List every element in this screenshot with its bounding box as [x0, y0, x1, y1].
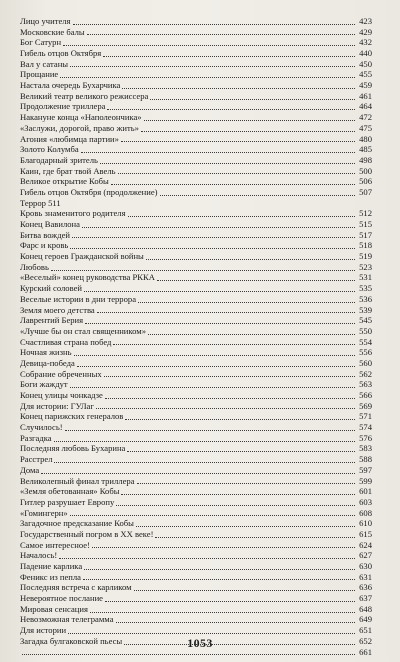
toc-leader-dots — [157, 280, 355, 281]
toc-entry-page: 472 — [359, 112, 372, 123]
toc-entry-title: Продолжение триллера — [20, 101, 106, 112]
toc-entry-page: 423 — [359, 16, 372, 26]
toc-leader-dots — [70, 66, 355, 67]
toc-entry — [20, 550, 372, 561]
toc-entry-title: Московские балы — [20, 26, 85, 37]
toc-entry-title: Разгадка — [20, 432, 52, 443]
toc-leader-dots — [148, 334, 355, 335]
toc-entry-title: «Лучше бы он стал священником» — [20, 325, 146, 336]
toc-leader-dots — [121, 494, 355, 495]
toc-entry — [20, 187, 372, 198]
toc-entry — [20, 540, 372, 551]
toc-entry-title: Фарс и кровь — [20, 240, 69, 251]
toc-entry-title: Для истории: ГУЛаг — [20, 400, 94, 411]
toc-leader-dots — [111, 184, 355, 185]
toc-leader-dots — [96, 408, 355, 409]
toc-entry-page: 480 — [359, 133, 372, 144]
toc-entry-page: 571 — [359, 411, 372, 422]
toc-entry-title: Лицо учителя — [20, 16, 71, 26]
toc-entry-page: 429 — [359, 26, 372, 37]
toc-entry-page: 550 — [359, 325, 372, 336]
toc-entry-page: 610 — [359, 518, 372, 529]
toc-entry — [20, 422, 372, 433]
toc-entry-title: Невероятное послание — [20, 593, 103, 604]
toc-leader-dots — [84, 291, 355, 292]
toc-entry — [20, 444, 372, 455]
toc-leader-dots — [138, 302, 355, 303]
toc-leader-dots — [150, 99, 355, 100]
toc-entry — [20, 80, 372, 91]
toc-leader-dots — [155, 537, 355, 538]
toc-entry — [20, 37, 372, 48]
toc-entry-title: Прощание — [20, 69, 59, 80]
toc-entry-page: 515 — [359, 219, 372, 230]
toc-entry-title: Случилось! — [20, 422, 63, 433]
toc-entry-title: Веселые истории в дни террора — [20, 293, 137, 304]
toc-entry-page: 649 — [359, 614, 372, 625]
page-number: 1053 — [187, 636, 213, 650]
toc-entry-page: 637 — [359, 593, 372, 604]
toc-entry-page: 517 — [359, 229, 372, 240]
toc-entry-title: «Гомингерн» — [20, 507, 68, 518]
toc-entry-title: Великое открытие Кобы — [20, 176, 109, 187]
toc-entry — [20, 16, 372, 27]
toc-leader-dots — [59, 558, 355, 559]
toc-leader-dots — [54, 441, 355, 442]
toc-entry-page: 627 — [359, 550, 372, 561]
toc-entry — [20, 337, 372, 348]
toc-entry-title: «Веселый» конец руководства РККА — [20, 272, 155, 283]
toc-entry — [20, 123, 372, 134]
toc-leader-dots — [107, 109, 355, 110]
toc-entry — [20, 91, 372, 102]
toc-entry — [20, 59, 372, 70]
toc-leader-dots — [116, 505, 355, 506]
toc-entry — [20, 411, 372, 422]
toc-entry — [20, 615, 372, 626]
toc-entry-title: Кровь знаменитого родителя — [20, 208, 126, 219]
toc-entry-title: Загадка булгаковской пьесы — [20, 635, 123, 646]
toc-entry-page: 459 — [359, 80, 372, 91]
toc-entry — [20, 134, 372, 145]
toc-entry-page: 519 — [359, 251, 372, 262]
toc-entry — [20, 166, 372, 177]
toc-leader-dots — [65, 430, 355, 431]
toc-entry-title: Каин, где брат твой Авель — [20, 165, 116, 176]
toc-entry-title: Любовь — [20, 261, 49, 272]
toc-entry-page: 599 — [359, 475, 372, 486]
toc-leader-dots — [81, 152, 355, 153]
toc-entry-page: 475 — [359, 122, 372, 133]
toc-leader-dots — [116, 622, 355, 623]
toc-entry — [20, 593, 372, 604]
toc-entry — [20, 561, 372, 572]
toc-leader-dots — [51, 270, 355, 271]
toc-leader-dots — [73, 24, 355, 25]
toc-entry-title: Расстрел — [20, 454, 53, 465]
toc-entry-page: 536 — [359, 293, 372, 304]
toc-entry — [20, 497, 372, 508]
toc-entry-page: 464 — [359, 101, 372, 112]
toc-entry — [20, 176, 372, 187]
toc-entry-title: Настала очередь Бухарчика — [20, 80, 121, 91]
toc-entry-title: Вал у сатаны — [20, 58, 69, 69]
toc-leader-dots — [54, 462, 355, 463]
toc-leader-dots — [77, 366, 355, 367]
toc-entry — [20, 454, 372, 465]
toc-leader-dots — [121, 141, 355, 142]
toc-leader-dots — [103, 56, 355, 57]
toc-entry-title: Феникс из пепла — [20, 571, 81, 582]
toc-entry-title: Ночная жизнь — [20, 347, 72, 358]
toc-entry-title: Конец улицы чонкадзе — [20, 390, 103, 401]
toc-entry-page: 500 — [359, 165, 372, 176]
toc-entry-title: Великий театр великого режиссера — [20, 90, 149, 101]
toc-entry-page: 531 — [359, 272, 372, 283]
toc-entry-page: 651 — [359, 625, 372, 636]
toc-entry-title: Накануне конца «Наполеончика» — [20, 112, 142, 123]
toc-leader-dots — [41, 473, 355, 474]
toc-entry-page: 597 — [359, 464, 372, 475]
toc-entry-page: 450 — [359, 58, 372, 69]
toc-entry — [20, 518, 372, 529]
toc-entry — [20, 625, 372, 636]
toc-leader-dots — [128, 216, 355, 217]
toc-entry-page: 574 — [359, 422, 372, 433]
toc-entry-page: 588 — [359, 454, 372, 465]
toc-leader-dots — [82, 227, 355, 228]
toc-entry-page: 576 — [359, 432, 372, 443]
toc-entry — [20, 476, 372, 487]
toc-entry — [20, 433, 372, 444]
toc-leader-dots — [100, 163, 355, 164]
toc-entry — [20, 219, 372, 230]
toc-leader-dots — [85, 323, 355, 324]
toc-entry-title: Земля моего детства — [20, 304, 95, 315]
toc-leader-dots — [141, 131, 355, 132]
toc-entry-page: 560 — [359, 358, 372, 368]
toc-leader-dots — [134, 590, 355, 591]
toc-entry-page: 624 — [359, 539, 372, 550]
table-of-contents — [20, 16, 372, 657]
toc-entry-title: Конец героев Гражданской войны — [20, 251, 144, 262]
toc-entry-title: Агония «любимца партии» — [20, 133, 119, 144]
toc-entry-title: Мировая сенсация — [20, 603, 88, 614]
toc-entry — [20, 27, 372, 38]
toc-entry-title: Государственный погром в XX веке! — [20, 529, 154, 539]
toc-entry — [20, 508, 372, 519]
toc-leader-dots — [160, 195, 355, 196]
toc-entry — [20, 155, 372, 166]
toc-leader-dots — [113, 344, 355, 345]
toc-entry-page: 535 — [359, 283, 372, 294]
toc-entry-page: 661 — [359, 646, 372, 657]
toc-entry — [20, 390, 372, 401]
toc-entry-page: 556 — [359, 347, 372, 358]
toc-entry-title: Конец парижских генералов — [20, 411, 124, 422]
toc-entry-title: Девица-победа — [20, 358, 75, 368]
toc-entry — [20, 315, 372, 326]
toc-leader-dots — [70, 387, 355, 388]
toc-entry — [20, 198, 372, 209]
toc-entry-title: Гибель отцов Октября — [20, 48, 102, 59]
toc-entry-page: 569 — [359, 400, 372, 411]
toc-entry — [20, 69, 372, 80]
toc-leader-dots — [68, 633, 355, 634]
toc-entry — [20, 283, 372, 294]
toc-entry — [20, 305, 372, 316]
toc-entry — [20, 230, 372, 241]
toc-entry — [20, 294, 372, 305]
toc-entry-page: 523 — [359, 261, 372, 272]
toc-entry-page: 630 — [359, 561, 372, 572]
toc-entry-title: «Заслужи, дорогой, право жить» — [20, 122, 139, 133]
toc-entry-page: 440 — [359, 48, 372, 59]
toc-leader-dots — [125, 419, 355, 420]
toc-entry-title: Гитлер разрушает Европу — [20, 496, 115, 507]
toc-entry-page: 601 — [359, 486, 372, 497]
toc-leader-dots — [127, 451, 355, 452]
toc-entry-title: Террор 511 — [20, 197, 61, 208]
toc-leader-dots — [122, 88, 355, 89]
toc-entry — [20, 112, 372, 123]
toc-entry-page: 461 — [359, 90, 372, 101]
toc-leader-dots — [137, 483, 355, 484]
toc-entry-page: 507 — [359, 187, 372, 197]
toc-entry-title: Падение карлика — [20, 561, 83, 572]
toc-entry-page: 455 — [359, 69, 372, 80]
toc-entry-title: Счастливая страна побед — [20, 336, 112, 347]
toc-leader-dots — [22, 654, 355, 655]
toc-entry — [20, 208, 372, 219]
toc-entry-title: Боги жаждут — [20, 379, 68, 390]
toc-entry-page: 636 — [359, 582, 372, 593]
toc-leader-dots — [90, 612, 355, 613]
toc-entry-title: Началось! — [20, 550, 58, 561]
toc-entry-title: Золото Колумба — [20, 144, 79, 155]
toc-entry — [20, 529, 372, 540]
toc-leader-dots — [70, 515, 355, 516]
toc-entry — [20, 604, 372, 615]
toc-entry-page: 603 — [359, 496, 372, 507]
toc-entry-title: Великолепный финал триллера — [20, 475, 135, 486]
toc-leader-dots — [70, 248, 355, 249]
toc-entry-title: Невозможная телеграмма — [20, 614, 114, 625]
toc-leader-dots — [60, 77, 355, 78]
toc-leader-dots — [87, 34, 355, 35]
toc-entry-title: Для истории — [20, 625, 67, 636]
toc-entry — [20, 262, 372, 273]
toc-entry-page: 539 — [359, 304, 372, 315]
toc-entry-page: 545 — [359, 315, 372, 326]
toc-leader-dots — [83, 579, 355, 580]
toc-entry-title: Гибель отцов Октября (продолжение) — [20, 187, 158, 197]
toc-entry-title: Битва вождей — [20, 229, 71, 240]
toc-entry-title: «Земля обетованная» Кобы — [20, 486, 120, 497]
toc-leader-dots — [144, 120, 355, 121]
toc-entry — [20, 465, 372, 476]
toc-entry — [20, 144, 372, 155]
toc-leader-dots — [104, 376, 355, 377]
toc-entry — [20, 572, 372, 583]
toc-entry-page: 518 — [359, 240, 372, 251]
toc-entry-page: 583 — [359, 443, 372, 454]
toc-entry-page: 566 — [359, 390, 372, 401]
toc-entry-page: 615 — [359, 529, 372, 539]
toc-entry-page: 652 — [359, 635, 372, 646]
toc-leader-dots — [105, 398, 355, 399]
toc-entry-page: 432 — [359, 37, 372, 48]
toc-entry — [20, 273, 372, 284]
toc-entry-page: 554 — [359, 336, 372, 347]
toc-leader-dots — [74, 355, 355, 356]
toc-leader-dots — [146, 259, 355, 260]
toc-leader-dots — [118, 173, 355, 174]
toc-entry-page: 485 — [359, 144, 372, 155]
toc-entry-page: 631 — [359, 571, 372, 582]
toc-entry-page: 563 — [359, 379, 372, 390]
toc-entry — [20, 369, 372, 380]
toc-leader-dots — [84, 569, 355, 570]
toc-leader-dots — [105, 601, 355, 602]
toc-entry-title: Курский соловей — [20, 283, 83, 294]
toc-entry-page: 498 — [359, 154, 372, 165]
toc-entry-title: Дома — [20, 464, 40, 475]
toc-entry — [20, 102, 372, 113]
toc-entry-title: Собрание обреченных — [20, 368, 102, 379]
toc-leader-dots — [92, 547, 355, 548]
toc-entry-title: Благодарный зритель — [20, 154, 98, 165]
toc-entry — [20, 401, 372, 412]
toc-entry — [20, 582, 372, 593]
toc-entry-title: Загадочное предсказание Кобы — [20, 518, 134, 529]
toc-entry — [20, 347, 372, 358]
toc-leader-dots — [97, 312, 355, 313]
toc-leader-dots — [136, 526, 355, 527]
toc-entry — [20, 379, 372, 390]
toc-entry-page: 506 — [359, 176, 372, 187]
toc-leader-dots — [72, 237, 355, 238]
toc-entry-title: Бог Сатурн — [20, 37, 62, 48]
toc-entry-page: 608 — [359, 507, 372, 518]
toc-entry — [20, 48, 372, 59]
toc-entry-title: Последняя встреча с карликом — [20, 582, 132, 593]
toc-entry-title: Самое интересное! — [20, 539, 90, 550]
toc-entry — [20, 326, 372, 337]
toc-entry-title: Лаврентий Берия — [20, 315, 84, 326]
toc-entry-page: 648 — [359, 603, 372, 614]
toc-entry — [20, 240, 372, 251]
toc-entry-title: Последняя любовь Бухарина — [20, 443, 126, 454]
toc-entry-page: 512 — [359, 208, 372, 219]
toc-entry-title: Конец Вавилона — [20, 219, 80, 230]
toc-entry — [20, 251, 372, 262]
toc-entry-page: 562 — [359, 368, 372, 379]
toc-leader-dots — [63, 45, 355, 46]
toc-entry — [20, 358, 372, 369]
toc-entry — [20, 486, 372, 497]
